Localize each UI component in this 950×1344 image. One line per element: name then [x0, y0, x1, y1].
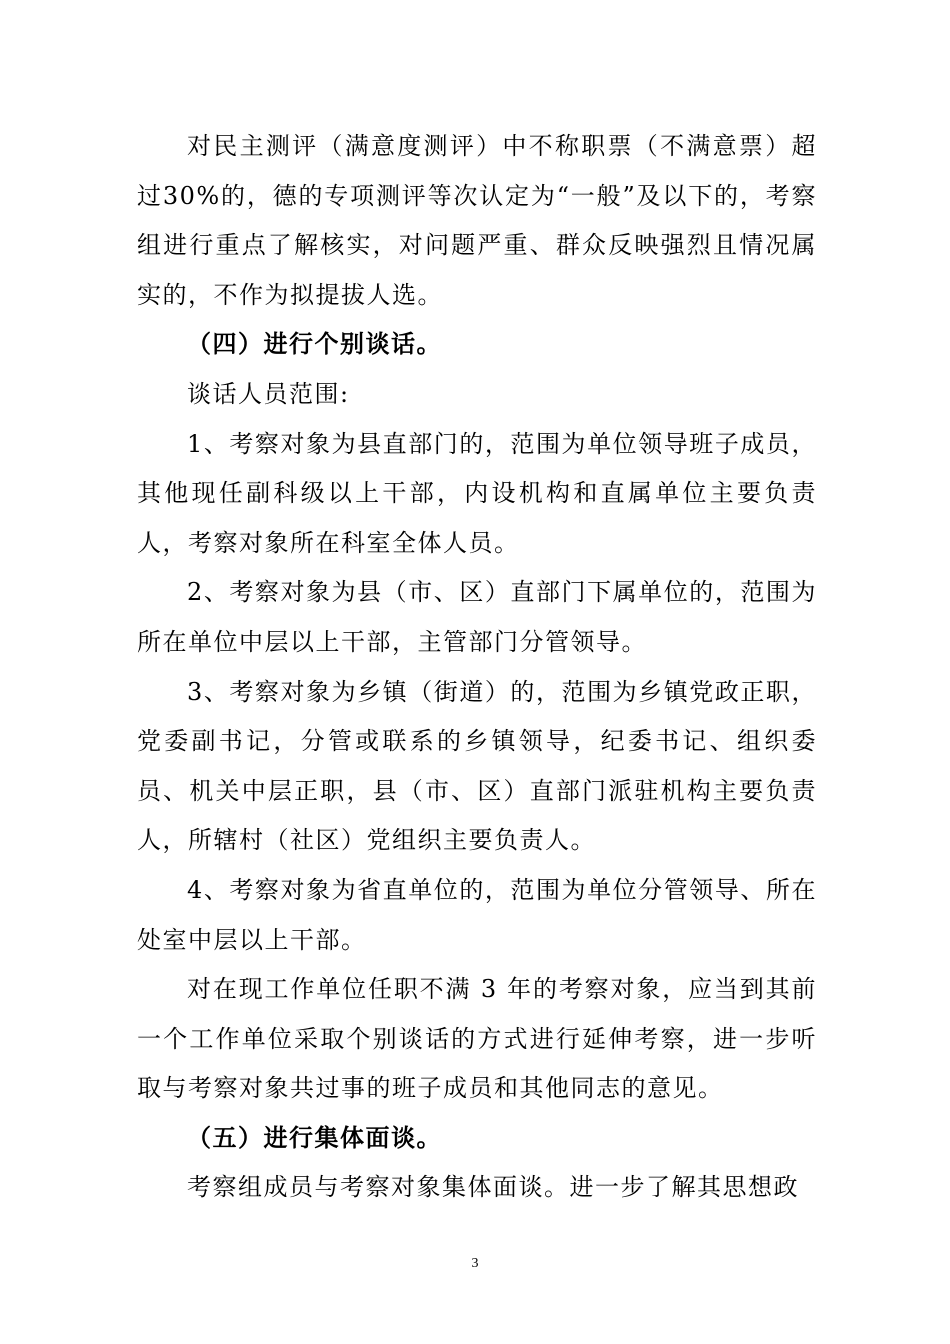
section-heading-individual-talks: （四）进行个别谈话。: [187, 330, 442, 359]
paragraph-group-interview: 考察组成员与考察对象集体面谈。进一步了解其思想政: [187, 1173, 799, 1202]
page-number: 3: [471, 1256, 479, 1271]
paragraph-talk-scope-intro: 谈话人员范围:: [187, 379, 350, 408]
paragraph-scope-townships: 3、考察对象为乡镇（街道）的，范围为乡镇党政正职，党委副书记，分管或联系的乡镇领导，纪委书记、组织委员、机关中层正职，县（市、区）直部门派驻机构主要负责人，所辖村（社区）党组织主要负责人。: [137, 677, 817, 855]
paragraph-evaluation-threshold: 对民主测评（满意度测评）中不称职票（不满意票）超过30%的，德的专项测评等次认定为“一般”及以下的，考察组进行重点了解核实，对问题严重、群众反映强烈且情况属实的，不作为拟提拔人选。: [137, 132, 817, 309]
paragraph-extended-inspection: 对在现工作单位任职不满 3 年的考察对象，应当到其前一个工作单位采取个别谈话的方式进行延伸考察，进一步听取与考察对象共过事的班子成员和其他同志的意见。: [137, 975, 817, 1103]
paragraph-scope-county-departments: 1、考察对象为县直部门的，范围为单位领导班子成员，其他现任副科级以上干部，内设机构和直属单位主要负责人，考察对象所在科室全体人员。: [137, 429, 817, 557]
section-heading-group-interview: （五）进行集体面谈。: [187, 1123, 442, 1152]
paragraph-scope-provincial-units: 4、考察对象为省直单位的，范围为单位分管领导、所在处室中层以上干部。: [137, 875, 817, 954]
document-body: [137, 122, 817, 1213]
paragraph-scope-subordinate-units: 2、考察对象为县（市、区）直部门下属单位的，范围为所在单位中层以上干部，主管部门分管领导。: [137, 578, 817, 656]
